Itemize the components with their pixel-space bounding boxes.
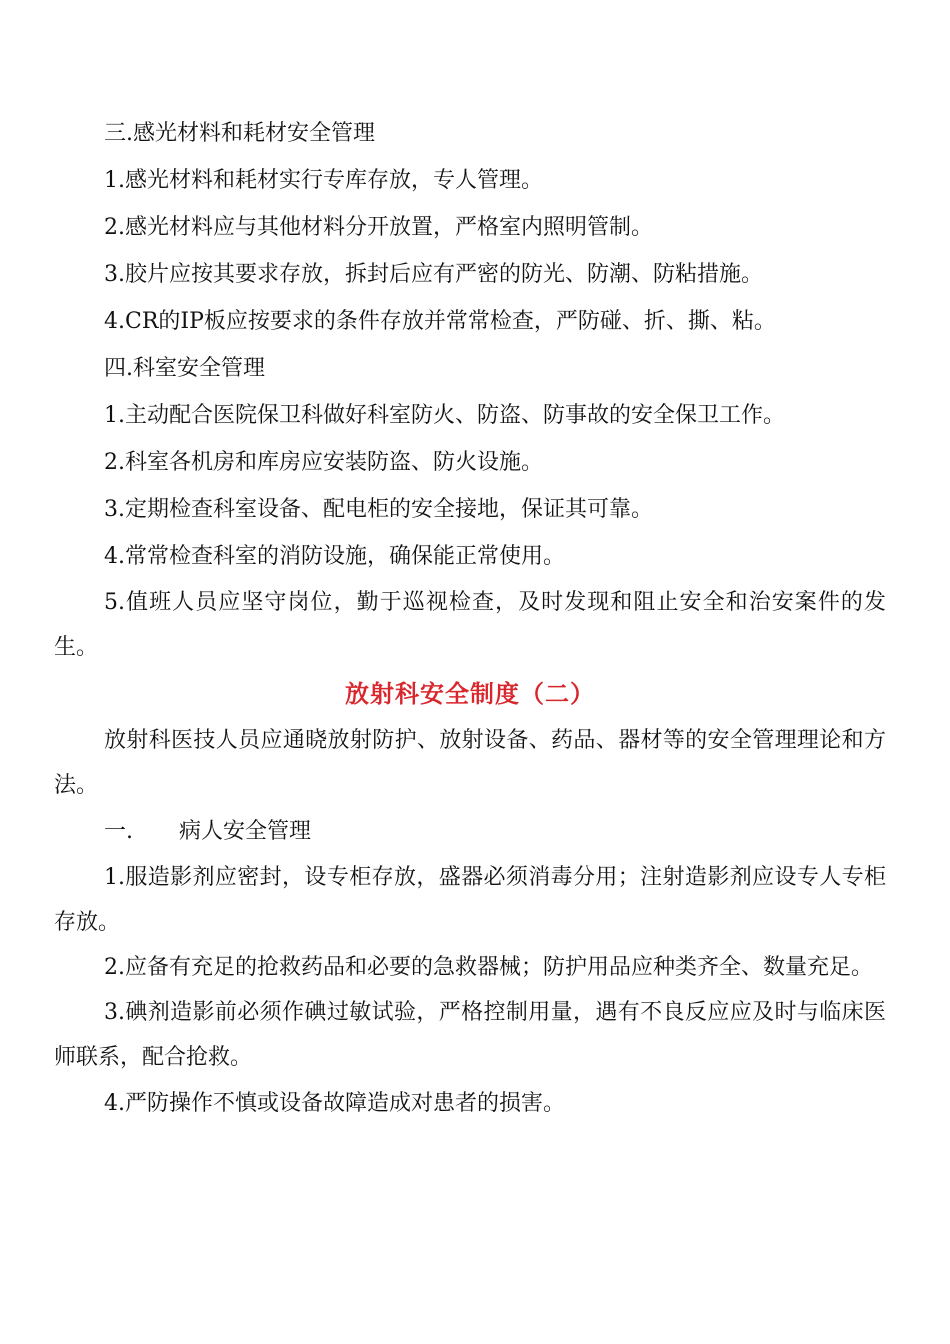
- part2-section1-number: 一.: [104, 819, 133, 844]
- section4-item-2: 2.科室各机房和库房应安装防盗、防火设施。: [104, 450, 543, 475]
- part2-item-4: 4.严防操作不慎或设备故障造成对患者的损害。: [104, 1091, 565, 1116]
- section4-item-1: 1.主动配合医院保卫科做好科室防火、防盗、防事故的安全保卫工作。: [104, 403, 785, 428]
- document-body: [54, 110, 886, 1127]
- part2-item-2: 2.应备有充足的抢救药品和必要的急救器械；防护用品应种类齐全、数量充足。: [104, 955, 873, 980]
- section3-item-2: 2.感光材料应与其他材料分开放置，严格室内照明管制。: [104, 215, 653, 240]
- section3-item-4: 4.CR的IP板应按要求的条件存放并常常检查，严防碰、折、撕、粘。: [104, 309, 776, 334]
- part2-section1-heading: [54, 808, 886, 855]
- part2-intro: 放射科医技人员应通晓放射防护、放射设备、药品、器材等的安全管理理论和方法。: [54, 728, 886, 798]
- section4-heading: 四.科室安全管理: [104, 356, 265, 381]
- section3-item-3: 3.胶片应按其要求存放，拆封后应有严密的防光、防潮、防粘措施。: [104, 262, 763, 287]
- section4-item-5: 5.值班人员应坚守岗位，勤于巡视检查，及时发现和阻止安全和治安案件的发生。: [54, 590, 886, 660]
- section3-item-1: 1.感光材料和耗材实行专库存放，专人管理。: [104, 168, 543, 193]
- part2-item-3: 3.碘剂造影前必须作碘过敏试验，严格控制用量，遇有不良反应应及时与临床医师联系，配合抢救。: [54, 1000, 886, 1070]
- section3-heading: 三.感光材料和耗材安全管理: [104, 121, 375, 146]
- part2-title: 放射科安全制度（二）: [345, 679, 595, 708]
- section4-item-4: 4.常常检查科室的消防设施，确保能正常使用。: [104, 544, 565, 569]
- section4-item-3: 3.定期检查科室设备、配电柜的安全接地，保证其可靠。: [104, 497, 653, 522]
- part2-item-1: 1.服造影剂应密封，设专柜存放，盛器必须消毒分用；注射造影剂应设专人专柜存放。: [54, 865, 886, 935]
- part2-section1-title: 病人安全管理: [179, 819, 312, 844]
